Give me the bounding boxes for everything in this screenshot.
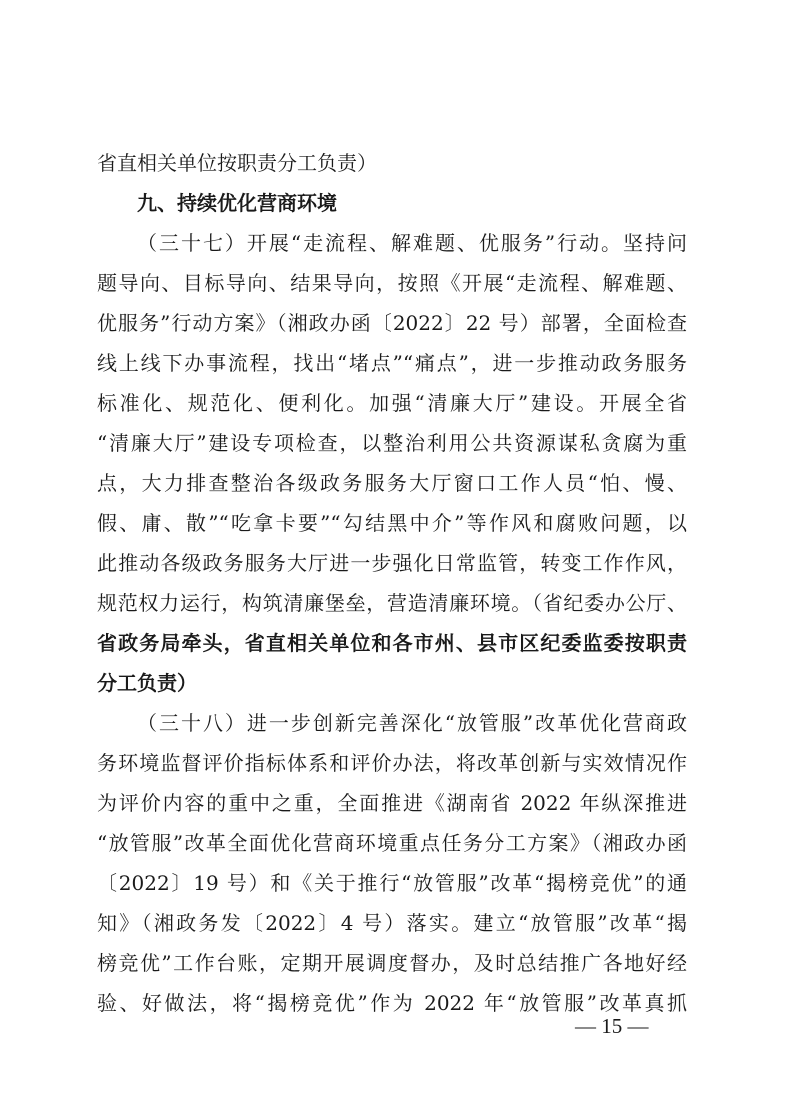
paragraph-line: 标准化、规范化、便利化。加强“清廉大厅”建设。开展全省 [97, 391, 687, 415]
page-number: — 15 — [575, 1014, 649, 1038]
paragraph-line: 此推动各级政务服务大厅进一步强化日常监管，转变工作作风， [97, 551, 687, 575]
paragraph-line: 知》（湘政务发〔2022〕4 号）落实。建立“放管服”改革“揭 [97, 911, 687, 935]
paragraph-line: 〔2022〕19 号）和《关于推行“放管服”改革“揭榜竞优”的通 [97, 871, 687, 895]
paragraph-line: 省直相关单位按职责分工负责） [97, 151, 377, 175]
paragraph-line: （三十七）开展“走流程、解难题、优服务”行动。坚持问 [137, 231, 687, 255]
paragraph-line: 榜竞优”工作台账，定期开展调度督办，及时总结推广各地好经 [97, 951, 687, 975]
paragraph-line: 省政务局牵头，省直相关单位和各市州、县市区纪委监委按职责 [97, 631, 687, 655]
paragraph-line: 线上线下办事流程，找出“堵点”“痛点”，进一步推动政务服务 [97, 351, 687, 375]
paragraph-line: 优服务”行动方案》（湘政办函〔2022〕22 号）部署，全面检查 [97, 311, 687, 335]
paragraph-line: （三十八）进一步创新完善深化“放管服”改革优化营商政 [137, 711, 687, 735]
paragraph-line: 为评价内容的重中之重，全面推进《湖南省 2022 年纵深推进 [97, 791, 687, 815]
paragraph-line: 分工负责） [97, 671, 197, 695]
paragraph-line: “放管服”改革全面优化营商环境重点任务分工方案》（湘政办函 [97, 831, 687, 855]
paragraph-line: 题导向、目标导向、结果导向，按照《开展“走流程、解难题、 [97, 271, 687, 295]
paragraph-line: 务环境监督评价指标体系和评价办法，将改革创新与实效情况作 [97, 751, 687, 775]
paragraph-line: 点，大力排查整治各级政务服务大厅窗口工作人员“怕、慢、 [97, 471, 687, 495]
paragraph-line: 规范权力运行，构筑清廉堡垒，营造清廉环境。（省纪委办公厅、 [97, 591, 687, 615]
paragraph-line: 验、好做法，将“揭榜竞优”作为 2022 年“放管服”改革真抓 [97, 991, 687, 1015]
section-heading: 九、持续优化营商环境 [137, 191, 337, 215]
paragraph-line: 假、庸、散”“吃拿卡要”“勾结黑中介”等作风和腐败问题，以 [97, 511, 687, 535]
paragraph-line: “清廉大厅”建设专项检查，以整治利用公共资源谋私贪腐为重 [97, 431, 687, 455]
